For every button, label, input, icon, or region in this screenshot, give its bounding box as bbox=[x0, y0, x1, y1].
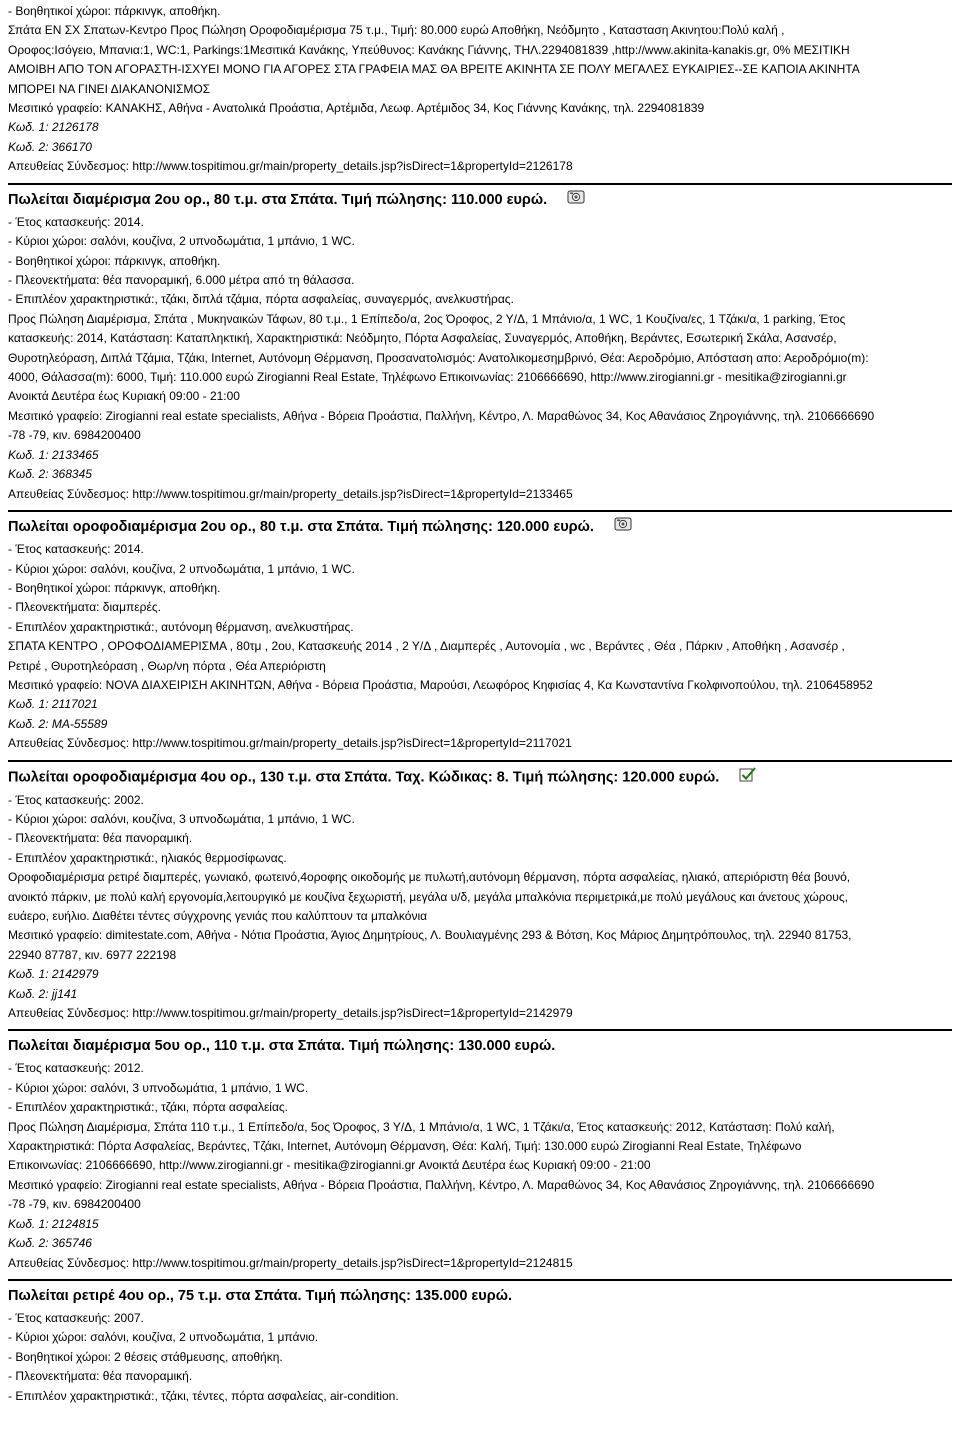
text-line: - Έτος κατασκευής: 2014. bbox=[8, 542, 144, 557]
listing-title-text: Πωλείται οροφοδιαμέρισμα 2ου ορ., 80 τ.μ. στα Σπάτα. Τιμή πώλησης: 120.000 ευρώ. bbox=[8, 518, 594, 535]
text-line: Οροφος:Ισόγειο, Μπανια:1, WC:1, Parkings:1Μεσιτικά Κανάκης, Υπεύθυνος: Κανάκης Γιάννης, ΤΗΛ.2294081839 ,http://www.akinita-kanakis.gr, 0% ΜΕΣΙΤΙΚΗ bbox=[8, 42, 850, 57]
direct-link[interactable]: Απευθείας Σύνδεσμος: http://www.tospitimou.gr/main/property_details.jsp?isDirect=1&propertyId=2124815 bbox=[8, 1255, 573, 1270]
text-line: - Επιπλέον χαρακτηριστικά:, αυτόνομη θέρμανση, ανελκυστήρας. bbox=[8, 619, 354, 634]
listing-title[interactable] bbox=[8, 1035, 952, 1057]
code-1: Κωδ. 1: 2126178 bbox=[8, 120, 99, 135]
text-line: - Κύριοι χώροι: σαλόνι, κουζίνα, 3 υπνοδωμάτια, 1 μπάνιο, 1 WC. bbox=[8, 811, 355, 826]
code-2: Κωδ. 2: 368345 bbox=[8, 467, 92, 482]
text-line: - Επιπλέον χαρακτηριστικά:, τζάκι, διπλά τζάμια, πόρτα ασφαλείας, συναγερμός, ανελκυστήρας. bbox=[8, 292, 514, 307]
checkbox-icon[interactable] bbox=[739, 766, 757, 789]
code-1: Κωδ. 1: 2117021 bbox=[8, 697, 98, 712]
listing-title-text: Πωλείται διαμέρισμα 2ου ορ., 80 τ.μ. στα Σπάτα. Τιμή πώλησης: 110.000 ευρώ. bbox=[8, 191, 548, 208]
text-line: - Κύριοι χώροι: σαλόνι, 3 υπνοδωμάτια, 1 μπάνιο, 1 WC. bbox=[8, 1080, 309, 1095]
text-line: Ρετιρέ , Θυροτηλεόραση , Θωρ/νη πόρτα , Θέα Απεριόριστη bbox=[8, 658, 326, 673]
text-line: 4000, Θάλασσα(m): 6000, Τιμή: 110.000 ευρώ Zirogianni Real Estate, Τηλέφωνο Επικοινωνίας: 2106666690, http://www.zirogianni.gr - mesitika@zirogianni.gr bbox=[8, 370, 847, 385]
direct-link[interactable]: Απευθείας Σύνδεσμος: http://www.tospitimou.gr/main/property_details.jsp?isDirect=1&propertyId=2117021 bbox=[8, 736, 572, 751]
text-line: -78 -79, κιν. 6984200400 bbox=[8, 1197, 141, 1212]
photo-icon[interactable] bbox=[567, 189, 585, 211]
text-line: ΜΠΟΡΕΙ ΝΑ ΓΙΝΕΙ ΔΙΑΚΑΝΟΝΙΣΜΟΣ bbox=[8, 81, 211, 96]
code-2: Κωδ. 2: 366170 bbox=[8, 139, 92, 154]
text-line: - Κύριοι χώροι: σαλόνι, κουζίνα, 2 υπνοδωμάτια, 1 μπάνιο, 1 WC. bbox=[8, 561, 355, 576]
text-line: - Πλεονεκτήματα: θέα πανοραμική. bbox=[8, 1369, 193, 1384]
text-line: - Κύριοι χώροι: σαλόνι, κουζίνα, 2 υπνοδωμάτια, 1 μπάνιο, 1 WC. bbox=[8, 234, 355, 249]
text-line: - Βοηθητικοί χώροι: πάρκινγκ, αποθήκη. bbox=[8, 253, 221, 268]
agency-line: Μεσιτικό γραφείο: dimitestate.com, Αθήνα - Νότια Προάστια, Άγιος Δημητρίους, Λ. Βουλιαγμένης 293 & Βότση, Κος Μάριος Δημητρόπουλος, τηλ. 22940 81753, bbox=[8, 928, 852, 943]
separator bbox=[8, 1279, 952, 1281]
listing-4 bbox=[8, 1035, 952, 1272]
listing-top bbox=[8, 2, 952, 177]
text-line: - Επιπλέον χαρακτηριστικά:, τζάκι, πόρτα ασφαλείας. bbox=[8, 1100, 289, 1115]
text-line: Προς Πώληση Διαμέρισμα, Σπάτα , Μυκηναικών Τάφων, 80 τ.μ., 1 Επίπεδο/α, 2ος Όροφος, 2 Υ/Δ, 1 Μπάνιο/α, 1 WC, 1 Κουζίνα/ες, 1 Τζάκι/α, 1 parking, Έτος bbox=[8, 311, 846, 326]
listing-title[interactable] bbox=[8, 766, 952, 789]
agency-line: Μεσιτικό γραφείο: ΚΑΝΑΚΗΣ, Αθήνα - Ανατολικά Προάστια, Αρτέμιδα, Λεωφ. Αρτέμιδος 34, Κος Γιάννης Κανάκης, τηλ. 2294081839 bbox=[8, 101, 705, 116]
agency-line: Μεσιτικό γραφείο: Zirogianni real estate specialists, Αθήνα - Βόρεια Προάστια, Παλλήνη, Κέντρο, Λ. Μαραθώνος 34, Κος Αθανάσιος Ζηρογιάννης, τηλ. 2106666690 bbox=[8, 408, 875, 423]
text-line: Χαρακτηριστικά: Πόρτα Ασφαλείας, Βεράντες, Τζάκι, Internet, Αυτόνομη Θέρμανση, Θέα: Καλή, Τιμή: 130.000 ευρώ Zirogianni Real Estate, Τηλέφωνο bbox=[8, 1139, 802, 1154]
listing-5 bbox=[8, 1285, 952, 1406]
text-line: ευάερο, ευήλιο. Διαθέτει τέντες σύγχρονης γενιάς που καλύπτουν τα μπαλκόνια bbox=[8, 909, 428, 923]
agency-line: Μεσιτικό γραφείο: Zirogianni real estate specialists, Αθήνα - Βόρεια Προάστια, Παλλήνη, Κέντρο, Λ. Μαραθώνος 34, Κος Αθανάσιος Ζηρογιάννης, τηλ. 2106666690 bbox=[8, 1177, 875, 1192]
text-line: Θυροτηλεόραση, Διπλά Τζάμια, Τζάκι, Internet, Αυτόνομη Θέρμανση, Προσανατολισμός: Ανατολικομεσημβρινό, Θέα: Αεροδρόμιο, Απόσταση απο: Αεροδρόμιο(m): bbox=[8, 350, 869, 365]
listing-title[interactable] bbox=[8, 516, 952, 538]
code-2: Κωδ. 2: jj141 bbox=[8, 986, 78, 1001]
listing-1 bbox=[8, 189, 952, 504]
text-line: - Βοηθητικοί χώροι: 2 θέσεις στάθμευσης, αποθήκη. bbox=[8, 1349, 283, 1364]
text-line: -78 -79, κιν. 6984200400 bbox=[8, 428, 141, 443]
agency-line: Μεσιτικό γραφείο: NOVA ΔΙΑΧΕΙΡΙΣΗ ΑΚΙΝΗΤΩΝ, Αθήνα - Βόρεια Προάστια, Μαρούσι, Λεωφόρος Κηφισίας 4, Κα Κωνσταντίνα Γκολφινοπούλου, τηλ. 2106458952 bbox=[8, 677, 873, 692]
direct-link[interactable]: Απευθείας Σύνδεσμος: http://www.tospitimou.gr/main/property_details.jsp?isDirect=1&propertyId=2133465 bbox=[8, 486, 573, 501]
text-line: - Βοηθητικοί χώροι: πάρκινγκ, αποθήκη. bbox=[8, 580, 221, 595]
text-line: - Πλεονεκτήματα: διαμπερές. bbox=[8, 600, 161, 615]
text-line: - Πλεονεκτήματα: θέα πανοραμική. bbox=[8, 831, 193, 846]
text-line: - Επιπλέον χαρακτηριστικά:, ηλιακός θερμοσίφωνας. bbox=[8, 850, 287, 865]
code-1: Κωδ. 1: 2142979 bbox=[8, 967, 99, 982]
separator bbox=[8, 760, 952, 762]
text-line: - Βοηθητικοί χώροι: πάρκινγκ, αποθήκη. bbox=[8, 4, 221, 18]
listing-title-text: Πωλείται ρετιρέ 4ου ορ., 75 τ.μ. στα Σπάτα. Τιμή πώλησης: 135.000 ευρώ. bbox=[8, 1287, 512, 1304]
listings-page bbox=[8, 0, 952, 1406]
text-line: ανοικτό πάρκιν, με πολύ καλή εργονομία,λειτουργικό με κουζίνα ξεχωριστή, μεγάλα υ/δ, μεγάλα μπαλκόνια περιμετρικά,με πολύ μεγάλους και άνετους χώρους, bbox=[8, 889, 848, 904]
text-line: - Επιπλέον χαρακτηριστικά:, τζάκι, τέντες, πόρτα ασφαλείας, air-condition. bbox=[8, 1388, 399, 1403]
code-2: Κωδ. 2: ΜΑ-55589 bbox=[8, 716, 108, 731]
text-line: - Πλεονεκτήματα: θέα πανοραμική, 6.000 μέτρα από τη θάλασσα. bbox=[8, 273, 355, 288]
separator bbox=[8, 510, 952, 512]
text-line: - Έτος κατασκευής: 2014. bbox=[8, 214, 144, 229]
text-line: ΣΠΑΤΑ ΚΕΝΤΡΟ , ΟΡΟΦΟΔΙΑΜΕΡΙΣΜΑ , 80τμ , 2ου, Κατασκευής 2014 , 2 Υ/Δ , Διαμπερές , Αυτονομία , wc , Βεράντες , Θέα , Πάρκιν , Αποθήκη , Ασανσέρ , bbox=[8, 639, 845, 654]
listing-3 bbox=[8, 766, 952, 1024]
direct-link[interactable]: Απευθείας Σύνδεσμος: http://www.tospitimou.gr/main/property_details.jsp?isDirect=1&propertyId=2126178 bbox=[8, 159, 573, 174]
listing-title[interactable] bbox=[8, 189, 952, 211]
separator bbox=[8, 1029, 952, 1031]
photo-icon[interactable] bbox=[614, 516, 632, 538]
direct-link[interactable]: Απευθείας Σύνδεσμος: http://www.tospitimou.gr/main/property_details.jsp?isDirect=1&propertyId=2142979 bbox=[8, 1006, 573, 1021]
text-line: - Έτος κατασκευής: 2012. bbox=[8, 1061, 144, 1076]
code-2: Κωδ. 2: 365746 bbox=[8, 1236, 92, 1251]
text-line: Σπάτα ΕΝ ΣΧ Σπατων-Κεντρο Προς Πώληση Οροφοδιαμέρισμα 75 τ.μ., Τιμή: 80.000 ευρώ Αποθήκη, Νεόδμητο , Κατασταση Ακινητου:Πολύ καλή , bbox=[8, 23, 785, 38]
text-line: Οροφοδιαμέρισμα ρετιρέ διαμπερές, γωνιακό, φωτεινό,4οροφης οικοδομής με πυλωτή,αυτόνομη θέρμανση, πόρτα ασφαλείας, ηλιακό, απεριόριστη θέα βουνό, bbox=[8, 870, 851, 885]
text-line: - Κύριοι χώροι: σαλόνι, κουζίνα, 2 υπνοδωμάτια, 1 μπάνιο. bbox=[8, 1330, 319, 1345]
listing-title-text: Πωλείται διαμέρισμα 5ου ορ., 110 τ.μ. στα Σπάτα. Τιμή πώλησης: 130.000 ευρώ. bbox=[8, 1038, 556, 1055]
listing-title[interactable] bbox=[8, 1285, 952, 1307]
listing-title-text: Πωλείται οροφοδιαμέρισμα 4ου ορ., 130 τ.μ. στα Σπάτα. Ταχ. Κώδικας: 8. Τιμή πώλησης: 120.000 ευρώ. bbox=[8, 768, 720, 785]
text-line: κατασκευής: 2014, Κατάσταση: Καταπληκτική, Χαρακτηριστικά: Νεόδμητο, Πόρτα Ασφαλείας, Συναγερμός, Αποθήκη, Βεράντες, Εσωτερική Σκάλα, Ασανσέρ, bbox=[8, 331, 837, 346]
text-line: - Έτος κατασκευής: 2007. bbox=[8, 1310, 144, 1325]
code-1: Κωδ. 1: 2124815 bbox=[8, 1216, 99, 1231]
text-line: ΑΜΟΙΒΗ ΑΠΟ ΤΟΝ ΑΓΟΡΑΣΤΗ-ΙΣΧΥΕΙ ΜΟΝΟ ΓΙΑ ΑΓΟΡΕΣ ΣΤΑ ΓΡΑΦΕΙΑ ΜΑΣ ΘΑ ΒΡΕΙΤΕ ΑΚΙΝΗΤΑ ΣΕ ΠΟΛΥ ΜΕΓΑΛΕΣ ΕΥΚΑΙΡΙΕΣ--ΣΕ ΚΑΠΟΙΑ ΑΚΙΝΗΤΑ bbox=[8, 62, 860, 77]
text-line: - Έτος κατασκευής: 2002. bbox=[8, 792, 144, 807]
text-line: Επικοινωνίας: 2106666690, http://www.zirogianni.gr - mesitika@zirogianni.gr Ανοικτά Δευτέρα έως Κυριακή 09:00 - 21:00 bbox=[8, 1158, 651, 1173]
code-1: Κωδ. 1: 2133465 bbox=[8, 447, 99, 462]
text-line: Ανοικτά Δευτέρα έως Κυριακή 09:00 - 21:00 bbox=[8, 389, 240, 404]
separator bbox=[8, 183, 952, 185]
text-line: 22940 87787, κιν. 6977 222198 bbox=[8, 947, 177, 962]
text-line: Προς Πώληση Διαμέρισμα, Σπάτα 110 τ.μ., 1 Επίπεδο/α, 5ος Όροφος, 3 Υ/Δ, 1 Μπάνιο/α, 1 WC, 1 Τζάκι/α, Έτος κατασκευής: 2012, Κατάσταση: Πολύ καλή, bbox=[8, 1119, 835, 1134]
listing-2 bbox=[8, 516, 952, 754]
